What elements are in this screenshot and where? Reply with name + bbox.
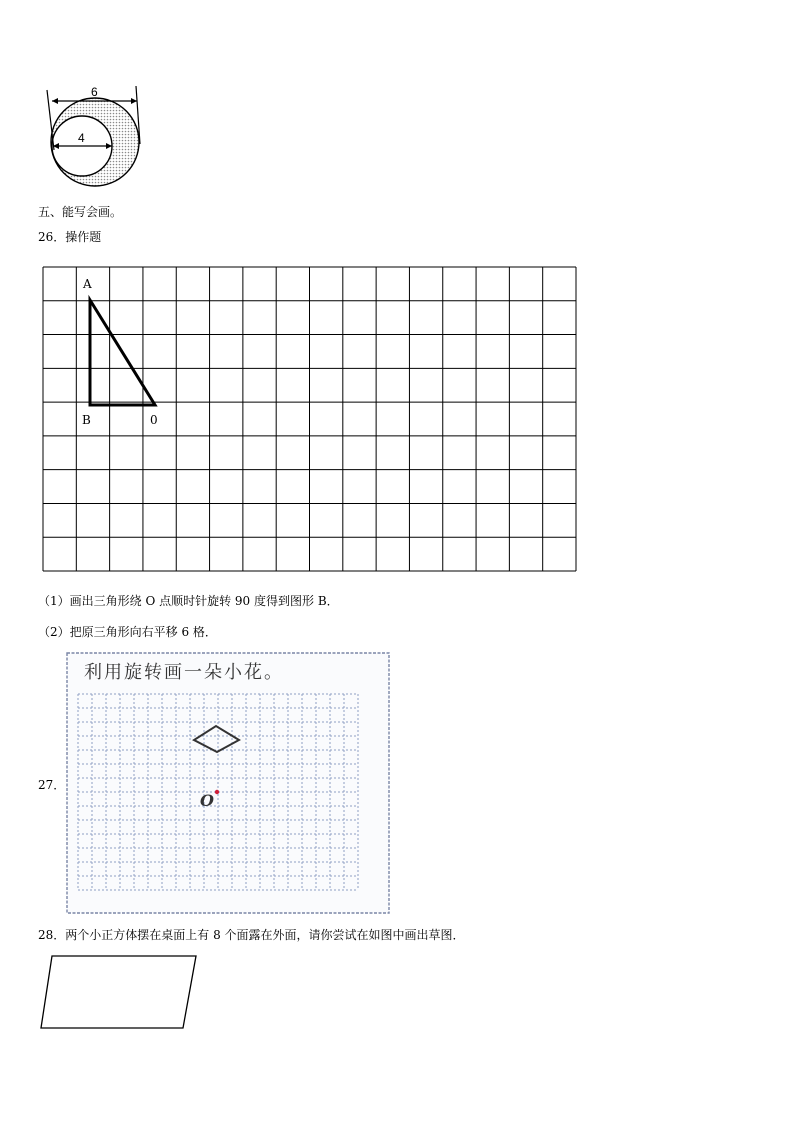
- question-27-number: 27．: [38, 778, 66, 792]
- figure-border: [67, 653, 389, 913]
- question-28-text: 28．两个小正方体摆在桌面上有 8 个面露在外面，请你尝试在如图中画出草图．: [38, 928, 465, 942]
- vertex-a-label: A: [83, 277, 92, 291]
- parallelogram-shape: [41, 956, 196, 1028]
- annulus-figure: [40, 82, 150, 192]
- outer-diameter-label: 6: [91, 85, 98, 99]
- arrow-head: [52, 98, 58, 104]
- question-26-part-2: （2）把原三角形向右平移 6 格．: [38, 625, 217, 639]
- grid-lines: [43, 267, 576, 571]
- point-o-label: O: [200, 791, 214, 810]
- annulus-diagram: [40, 82, 150, 192]
- question-26-title: 26．操作题: [38, 230, 102, 244]
- section-title: 五、能写会画。: [38, 205, 123, 219]
- flower-rotation-figure: [66, 652, 390, 914]
- grid-q26: [42, 266, 577, 572]
- question-26-part-1: （1）画出三角形绕 O 点顺时针旋转 90 度得到图形 B．: [38, 594, 339, 608]
- parallelogram-figure: [38, 952, 202, 1032]
- inner-diameter-label: 4: [78, 131, 85, 145]
- figure-title: 利用旋转画一朵小花。: [84, 662, 284, 683]
- triangle-shape: [90, 300, 155, 405]
- grid-svg: [42, 266, 577, 572]
- parallelogram-svg: [38, 952, 202, 1032]
- rotation-point: [215, 790, 219, 794]
- arrow-head: [131, 98, 137, 104]
- flower-figure-svg: [66, 652, 390, 914]
- vertex-b-label: B: [82, 413, 91, 427]
- vertex-o-label: 0: [150, 413, 158, 427]
